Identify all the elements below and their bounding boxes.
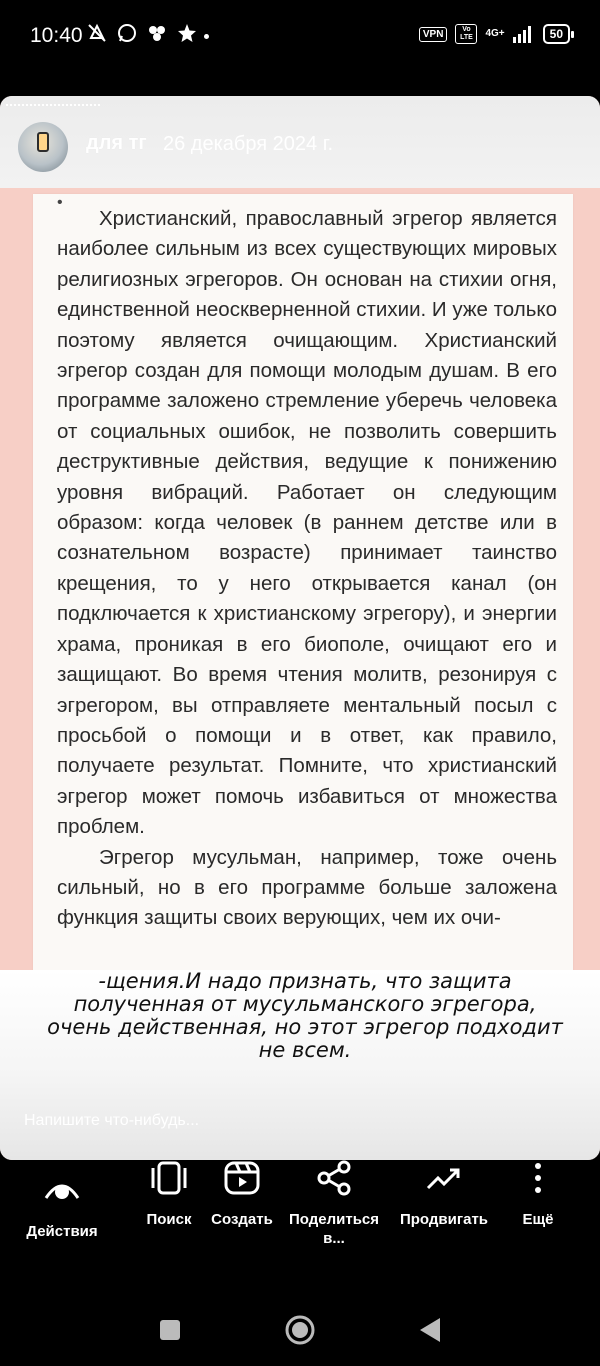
back-button[interactable] (418, 1316, 442, 1349)
story-header (0, 96, 600, 188)
channel-name[interactable]: для тг (86, 132, 147, 154)
recents-square-icon (158, 1318, 182, 1342)
book-page-image (33, 194, 573, 974)
do-not-disturb-icon (86, 22, 108, 44)
more-button[interactable] (510, 1160, 566, 1229)
volte-badge: Vo LTE (455, 24, 477, 44)
post-date: 26 декабря 2024 г. (163, 133, 334, 155)
channel-avatar[interactable] (18, 122, 68, 172)
create-reel-icon (222, 1160, 262, 1196)
story-action-bar (0, 1160, 600, 1270)
actions-label: Действия (26, 1223, 98, 1240)
system-indicators (419, 24, 570, 44)
notification-icons (86, 22, 198, 44)
home-button[interactable] (284, 1314, 316, 1351)
recents-button[interactable] (158, 1318, 182, 1347)
promote-label: Продвигать (399, 1211, 489, 1228)
share-button[interactable] (284, 1160, 384, 1248)
status-time: 10:40 (30, 24, 83, 47)
share-label: Поделиться в... (288, 1211, 380, 1247)
search-label: Поиск (146, 1211, 192, 1228)
star-notification-icon (176, 22, 198, 44)
network-type: 4G+ (485, 28, 505, 39)
search-button[interactable] (134, 1160, 204, 1229)
story-card[interactable] (0, 96, 600, 1160)
share-icon (314, 1160, 354, 1196)
system-nav-bar (0, 1300, 600, 1366)
whatsapp-icon (116, 22, 138, 44)
book-text (57, 204, 557, 934)
eye-icon (42, 1174, 82, 1204)
story-progress-bar (6, 104, 100, 107)
create-label: Создать (211, 1211, 273, 1228)
story-caption-area (0, 970, 600, 1160)
book-paragraph-1: Христианский, православный эгрегор является наиболее сильным из всех существующих мировых религиозных эгрегоров. Он основан на стихии огня, единственной неоскверненной стихии. И уже только поэтому является очищающим. Христианский эгрегор создан для помощи молодым душам. В его программе заложено стремление уберечь человека от социальных ошибок, не позволить совершить деструктивные действия, ведущие к понижению уровня вибраций. Работает он следующим образом: когда человек (в раннем детстве или в сознательном возрасте) принимает таинство крещения, то у него открывается канал (он подключается к христианскому эгрегору), и энергии храма, проникая в его биополе, очищают его и защищают. Во время чтения молитв, резонируя с эгрегором, вы отправляете ментальный посыл с просьбой о помощи и в ответ, как правило, получаете результат. Помните, что христианский эгрегор может помочь избавиться от множества проблем. (57, 207, 557, 839)
actions-button[interactable] (12, 1174, 112, 1241)
lantern-icon (37, 132, 49, 152)
create-button[interactable] (206, 1160, 278, 1229)
more-notifications-dot (204, 34, 209, 39)
more-icon (518, 1160, 558, 1196)
signal-icon (513, 25, 535, 43)
back-triangle-icon (418, 1316, 442, 1344)
battery-indicator: 50 (543, 24, 570, 44)
reply-input[interactable]: Напишите что-нибудь... (24, 1112, 200, 1129)
page-mark: • (57, 194, 63, 211)
status-bar (0, 0, 600, 70)
story-caption: -щения.И надо признать, что защита полученная от мусульманского эгрегора, очень действенная, но этот эгрегор подходит не всем. (47, 969, 563, 1062)
search-icon (149, 1160, 189, 1196)
promote-button[interactable] (392, 1160, 496, 1229)
more-label: Ещё (522, 1211, 554, 1228)
vpn-badge: VPN (419, 27, 448, 42)
app-notification-icon (146, 22, 168, 44)
promote-icon (424, 1160, 464, 1196)
book-paragraph-2: Эгрегор мусульман, например, тоже очень сильный, но в его программе больше заложена функция защиты своих верующих, чем их очи- (57, 845, 557, 930)
home-circle-icon (284, 1314, 316, 1346)
